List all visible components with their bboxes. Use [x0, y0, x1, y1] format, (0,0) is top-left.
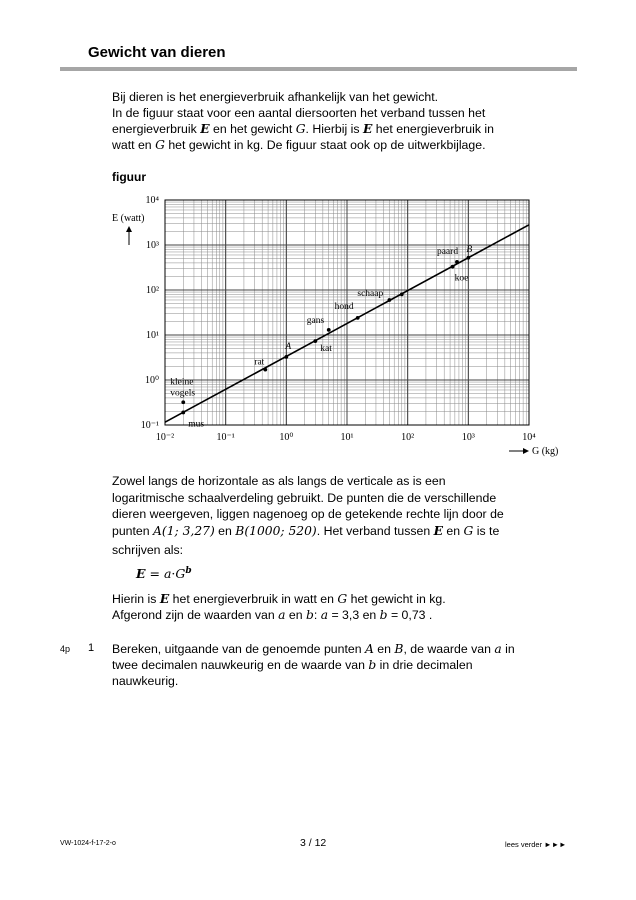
- formula: $E = a\cdot G^b$: [136, 566, 192, 582]
- var-G: G: [295, 122, 306, 136]
- x-tick-label: 10⁴: [522, 432, 536, 443]
- x-tick-label: 10¹: [340, 432, 354, 443]
- explanation-text: [112, 473, 552, 559]
- text-line: Bereken, uitgaande van de genoemde punten A en B, de waarde van a in: [112, 642, 515, 656]
- question-text: [112, 641, 562, 689]
- data-point: [451, 265, 455, 269]
- intro-line: Bij dieren is het energieverbruik afhankelijk van het gewicht.: [112, 90, 439, 104]
- data-point: [313, 339, 317, 343]
- point-label: mus: [188, 419, 205, 430]
- point-label: koe: [454, 273, 469, 284]
- text-line: dieren weergeven, liggen nagenoeg op de getekende rechte lijn door de: [112, 507, 504, 521]
- data-point: [181, 411, 185, 415]
- point-label: hond: [334, 301, 354, 312]
- var-G: G: [155, 138, 165, 152]
- intro-line: watt en G het gewicht in kg. De figuur staat ook op de uitwerkbijlage.: [112, 138, 486, 152]
- y-tick-label: 10⁰: [144, 375, 159, 386]
- data-point: [466, 256, 470, 260]
- y-tick-label: 10⁴: [145, 195, 159, 206]
- text-line: twee decimalen nauwkeurig en de waarde van b in drie decimalen: [112, 658, 473, 672]
- text-line: nauwkeurig.: [112, 674, 179, 688]
- tick-labels: [141, 195, 537, 443]
- point-label: vogels: [170, 388, 196, 399]
- data-point: [263, 368, 267, 372]
- point-B: B(1000; 520): [235, 523, 317, 538]
- y-tick-label: 10¹: [146, 330, 159, 341]
- exam-code: VW-1024-f-17-2-o: [60, 840, 116, 847]
- x-axis-label: G (kg): [532, 446, 559, 457]
- y-axis-label: E (watt): [112, 213, 145, 224]
- x-tick-label: 10⁰: [279, 432, 294, 443]
- energy-weight-chart: [100, 188, 559, 463]
- data-point: [327, 328, 331, 332]
- data-point: [284, 355, 288, 359]
- intro-text: [112, 89, 552, 153]
- text-line: punten A(1; 3,27) en B(1000; 520). Het verband tussen E en G is te: [112, 522, 500, 538]
- var-G: G: [463, 523, 474, 538]
- text-line: Zowel langs de horizontale as als langs de verticale as is een: [112, 474, 446, 488]
- figure-label: figuur: [112, 170, 146, 184]
- point-label: rat: [254, 357, 265, 368]
- x-tick-label: 10²: [401, 432, 415, 443]
- data-point: [356, 316, 360, 320]
- text-line: logaritmische schaalverdeling gebruikt. De punten die de verschillende: [112, 490, 497, 505]
- y-tick-label: 10²: [146, 285, 159, 296]
- data-point: [388, 298, 392, 302]
- title-rule: [60, 67, 577, 71]
- page-number: 3 / 12: [300, 837, 327, 849]
- point-label: kleine: [170, 377, 194, 388]
- intro-line: energieverbruik E en het gewicht G. Hierbij is E het energieverbruik in: [112, 121, 494, 136]
- data-point: [455, 260, 459, 264]
- var-E: E: [200, 121, 210, 136]
- point-A: A(1; 3,27): [153, 523, 215, 538]
- text-line: Afgerond zijn de waarden van a en b: a = 3,3 en b = 0,73 .: [112, 608, 433, 622]
- question-points: 4p: [60, 644, 71, 654]
- point-label: gans: [306, 315, 325, 326]
- point-label: kat: [320, 344, 332, 355]
- text-line: schrijven als:: [112, 543, 184, 557]
- x-tick-label: 10⁻¹: [216, 432, 235, 443]
- data-point: [181, 400, 185, 404]
- point-label: B: [466, 244, 473, 255]
- page-title: Gewicht van dieren: [88, 44, 226, 61]
- var-E: E: [362, 121, 373, 136]
- x-tick-label: 10³: [461, 432, 475, 443]
- data-point: [400, 292, 404, 296]
- values-text: [112, 591, 552, 623]
- y-tick-label: 10⁻¹: [140, 420, 159, 431]
- point-label: A: [285, 341, 292, 352]
- x-tick-label: 10⁻²: [155, 432, 175, 443]
- y-axis-arrow-head-icon: [126, 226, 132, 232]
- point-label: paard: [436, 246, 459, 257]
- intro-line: In de figuur staat voor een aantal diersoorten het verband tussen het: [112, 106, 486, 120]
- x-axis-arrow-head-icon: [523, 448, 529, 454]
- point-label: schaap: [357, 288, 384, 299]
- var-E: E: [433, 522, 443, 538]
- next-page-indicator: lees verder ►►►: [505, 840, 567, 849]
- y-tick-label: 10³: [146, 240, 159, 251]
- question-number: 1: [88, 642, 95, 654]
- text-line: Hierin is E het energieverbruik in watt en G het gewicht in kg.: [112, 591, 446, 606]
